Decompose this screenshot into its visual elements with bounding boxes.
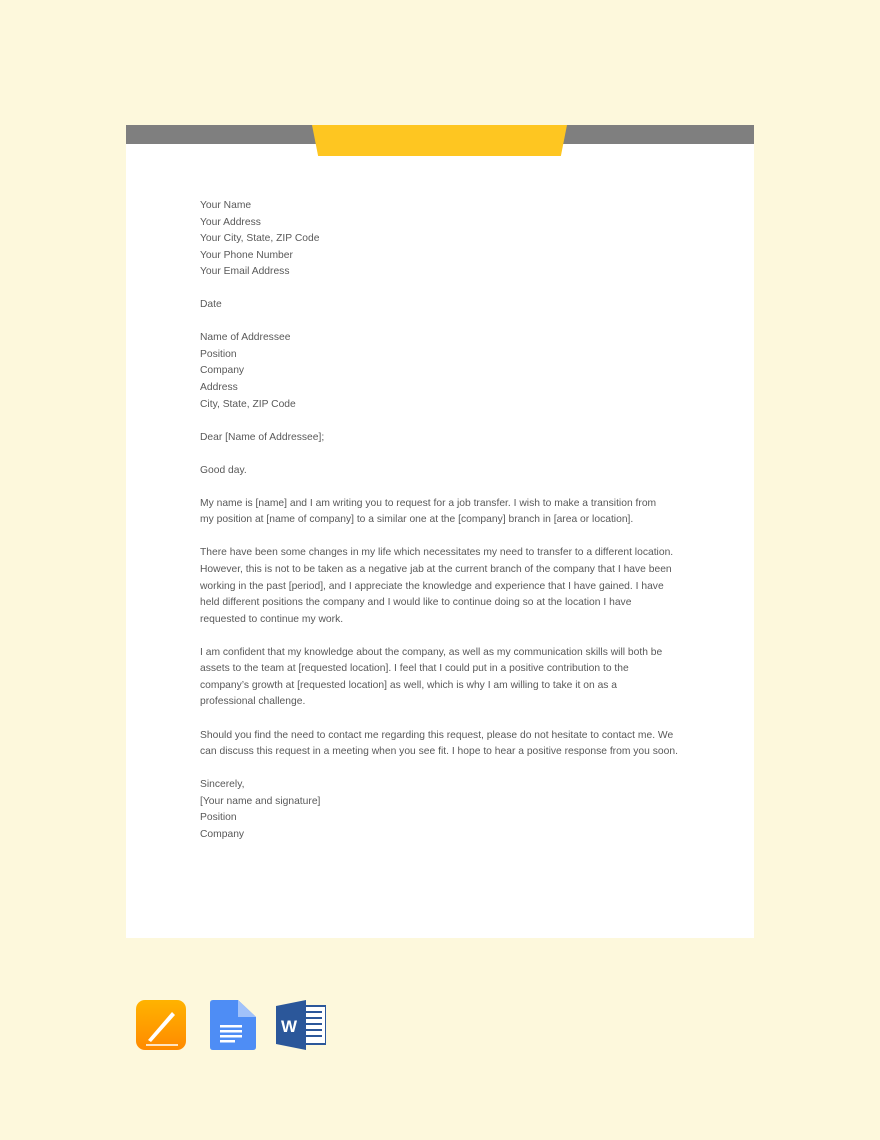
recipient-line: City, State, ZIP Code [200, 398, 296, 410]
letter-body [200, 198, 700, 843]
recipient-line: Address [200, 382, 238, 394]
paragraph-line: However, this is not to be taken as a negative jab at the current branch of the company that I have been [200, 564, 672, 576]
paragraph-line: professional challenge. [200, 696, 306, 708]
salutation: Dear [Name of Addressee]; [200, 431, 325, 443]
microsoft-word-icon[interactable] [276, 1000, 326, 1050]
closing-line: Sincerely, [200, 779, 245, 791]
blank-line [200, 446, 700, 463]
apple-pages-icon[interactable] [136, 1000, 186, 1050]
paragraph-line: can discuss this request in a meeting when you see fit. I hope to hear a positive response from you soon. [200, 746, 678, 758]
svg-text:W: W [281, 1017, 298, 1036]
blank-line [200, 479, 700, 496]
sender-line: Your Phone Number [200, 249, 293, 261]
greeting: Good day. [200, 464, 247, 476]
closing-line: Position [200, 812, 237, 824]
paragraph-line: working in the past [period], and I appreciate the knowledge and experience that I have gained. I have [200, 580, 664, 592]
sender-line: Your Name [200, 200, 252, 211]
sender-line: Your Address [200, 216, 261, 228]
blank-line [200, 711, 700, 728]
paragraph-line: My name is [name] and I am writing you to request for a job transfer. I wish to make a transition from [200, 497, 657, 509]
blank-line [200, 761, 700, 778]
google-docs-icon[interactable] [206, 1000, 256, 1050]
paragraph-line: assets to the team at [requested location]. I feel that I could put in a positive contribution to the [200, 663, 629, 675]
recipient-line: Company [200, 365, 245, 377]
paragraph-line: held different positions the company and I would like to continue doing so at the location I have [200, 597, 632, 609]
paragraph-line: company’s growth at [requested location] as well, which is why I am willing to take it on as a [200, 679, 618, 691]
letter-page [126, 125, 754, 938]
recipient-line: Position [200, 348, 237, 360]
paragraph-line: There have been some changes in my life which necessitates my need to transfer to a different location. [200, 547, 674, 559]
paragraph-line: Should you find the need to contact me regarding this request, please do not hesitate to contact me. We [200, 729, 674, 741]
blank-line [200, 314, 700, 331]
blank-line [200, 529, 700, 546]
sender-line: Your City, State, ZIP Code [200, 233, 320, 245]
paragraph-line: requested to continue my work. [200, 613, 344, 625]
blank-line [200, 628, 700, 645]
header-accent-tab [312, 125, 567, 156]
closing-line: [Your name and signature] [200, 795, 321, 807]
paragraph-line: my position at [name of company] to a similar one at the [company] branch in [area or location]. [200, 514, 634, 526]
format-icons [136, 1000, 326, 1050]
date-line: Date [200, 299, 222, 311]
closing-line: Company [200, 828, 245, 840]
recipient-line: Name of Addressee [200, 332, 291, 344]
paragraph-line: I am confident that my knowledge about the company, as well as my communication skills will both be [200, 646, 663, 658]
sender-line: Your Email Address [200, 266, 290, 278]
blank-line [200, 281, 700, 298]
blank-line [200, 413, 700, 430]
